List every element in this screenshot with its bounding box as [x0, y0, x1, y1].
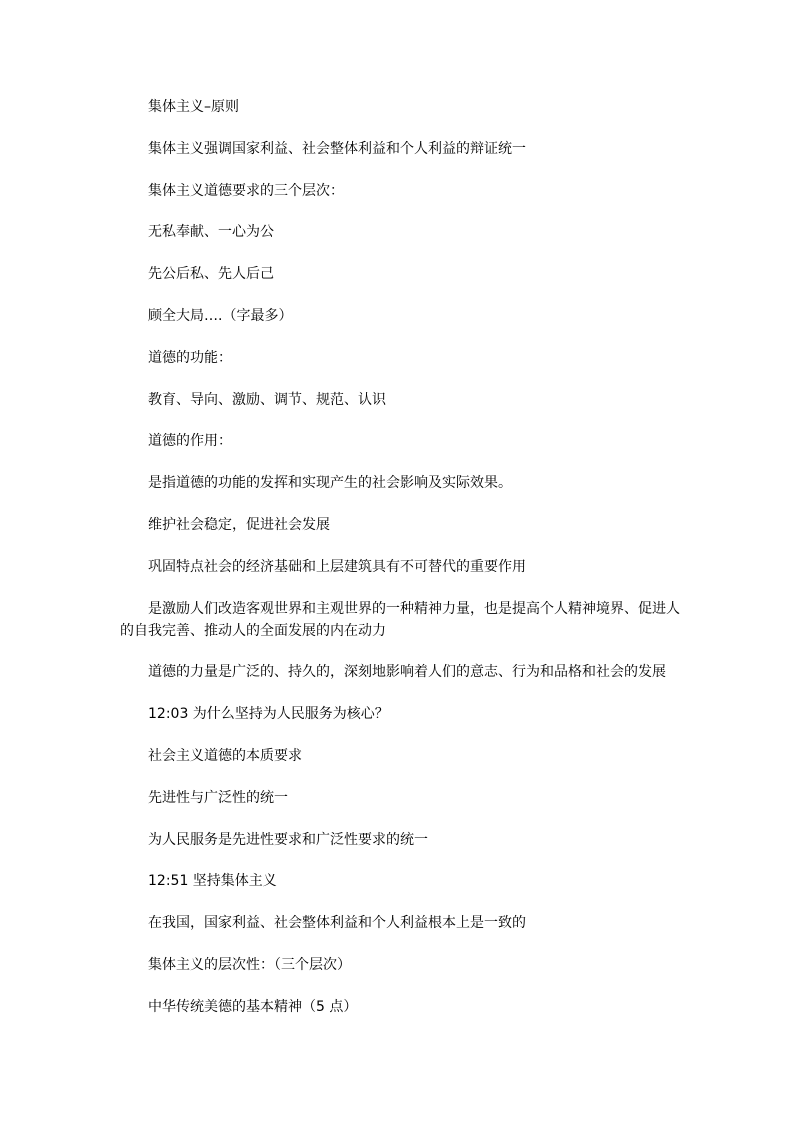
paragraph-moral-functions-heading: 道德的功能： [148, 349, 232, 366]
paragraph-level-2: 先公后私、先人后己 [148, 266, 274, 283]
paragraph-spiritual-force: 是激励人们改造客观世界和主观世界的一种精神力量，也是提高个人精神境界、促进人的自我完善、推动人的全面发展的内在动力 [120, 600, 680, 639]
paragraph-traditional-virtues: 中华传统美德的基本精神（5 点） [148, 998, 358, 1015]
paragraph-serve-people-question: 12:03 为什么坚持为人民服务为核心？ [148, 706, 389, 723]
paragraph-collectivism-levels: 集体主义的层次性：（三个层次） [148, 956, 351, 973]
paragraph-moral-role-definition: 是指道德的功能的发挥和实现产生的社会影响及实际效果。 [148, 475, 512, 492]
paragraph-level-1: 无私奉献、一心为公 [148, 224, 274, 241]
paragraph-collectivism-principle: 集体主义–原则 [148, 99, 239, 115]
paragraph-adhere-collectivism: 12:51 坚持集体主义 [148, 873, 277, 890]
paragraph-economic-foundation: 巩固特点社会的经济基础和上层建筑具有不可替代的重要作用 [148, 558, 526, 575]
paragraph-level-3: 顾全大局….（字最多） [148, 307, 293, 324]
paragraph-advanced-broad-unity: 先进性与广泛性的统一 [148, 789, 288, 806]
paragraph-collectivism-unity: 集体主义强调国家利益、社会整体利益和个人利益的辩证统一 [148, 140, 526, 157]
paragraph-serve-people-unity: 为人民服务是先进性要求和广泛性要求的统一 [148, 831, 428, 848]
paragraph-social-stability: 维护社会稳定，促进社会发展 [148, 516, 330, 533]
paragraph-socialist-morality: 社会主义道德的本质要求 [148, 747, 302, 764]
paragraph-moral-role-heading: 道德的作用： [148, 433, 232, 450]
paragraph-moral-functions-list: 教育、导向、激励、调节、规范、认识 [148, 391, 386, 408]
paragraph-interests-consistent: 在我国，国家利益、社会整体利益和个人利益根本上是一致的 [148, 915, 526, 932]
document-body [120, 96, 680, 1038]
paragraph-three-levels: 集体主义道德要求的三个层次： [148, 182, 344, 199]
paragraph-moral-power: 道德的力量是广泛的、持久的，深刻地影响着人们的意志、行为和品格和社会的发展 [148, 664, 666, 681]
